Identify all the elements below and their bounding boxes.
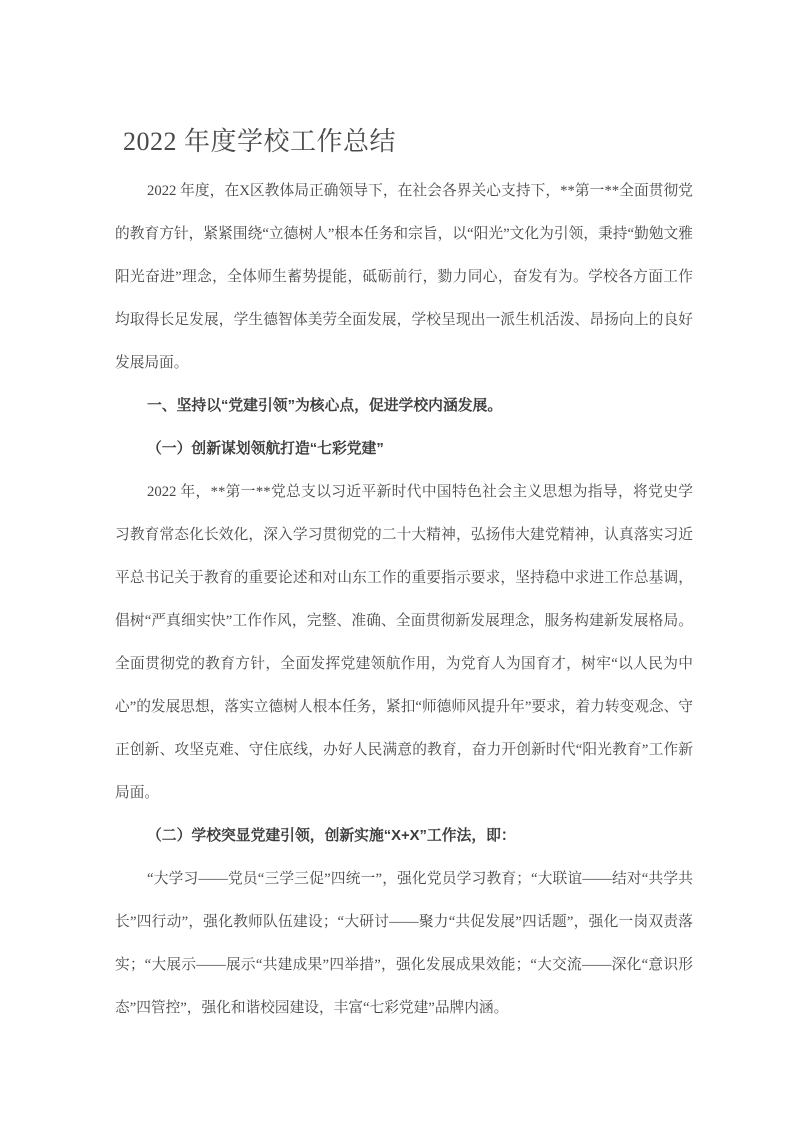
intro-paragraph: 2022 年度，在X区教体局正确领导下，在社会各界关心支持下，**第一**全面贯彻党的教育方针，紧紧围绕“立德树人”根本任务和宗旨，以“阳光”文化为引领，秉持“勤勉文雅阳光奋进”理念，全体师生蓄势提能，砥砺前行，勠力同心，奋发有为。学校各方面工作均取得长足发展，学生德智体美劳全面发展，学校呈现出一派生机活泼、昂扬向上的良好发展局面。 [115, 183, 693, 371]
document-title: 2022 年度学校工作总结 [123, 127, 397, 156]
section-1-2-heading: （二）学校突显党建引领，创新实施“X+X”工作法，即： [147, 828, 516, 844]
section-1-1-paragraph: 2022 年，**第一**党总支以习近平新时代中国特色社会主义思想为指导，将党史学习教育常态化长效化，深入学习贯彻党的二十大精神，弘扬伟大建党精神，认真落实习近平总书记关于教育的重要论述和对山东工作的重要指示要求，坚持稳中求进工作总基调，倡树“严真细实快”工作作风，完整、准确、全面贯彻新发展理念，服务构建新发展格局。全面贯彻党的教育方针，全面发挥党建领航作用，为党育人为国育才，树牢“以人民为中心”的发展思想，落实立德树人根本任务，紧扣“师德师风提升年”要求，着力转变观念、守正创新、攻坚克难、守住底线，办好人民满意的教育，奋力开创新时代“阳光教育”工作新局面。 [115, 484, 693, 801]
section-1-2-paragraph: “大学习——党员“三学三促”四统一”，强化党员学习教育；“大联谊——结对“共学共长”四行动”，强化教师队伍建设；“大研讨——聚力“共促发展”四话题”，强化一岗双责落实；“大展示——展示“共建成果”四举措”，强化发展成果效能；“大交流——深化“意识形态”四管控”，强化和谐校园建设，丰富“七彩党建”品牌内涵。 [115, 871, 693, 1016]
section-1-1-heading: （一）创新谋划领航打造“七彩党建” [147, 441, 384, 457]
section-1-heading: 一、坚持以“党建引领”为核心点，促进学校内涵发展。 [147, 398, 503, 414]
document-content [115, 120, 693, 1030]
